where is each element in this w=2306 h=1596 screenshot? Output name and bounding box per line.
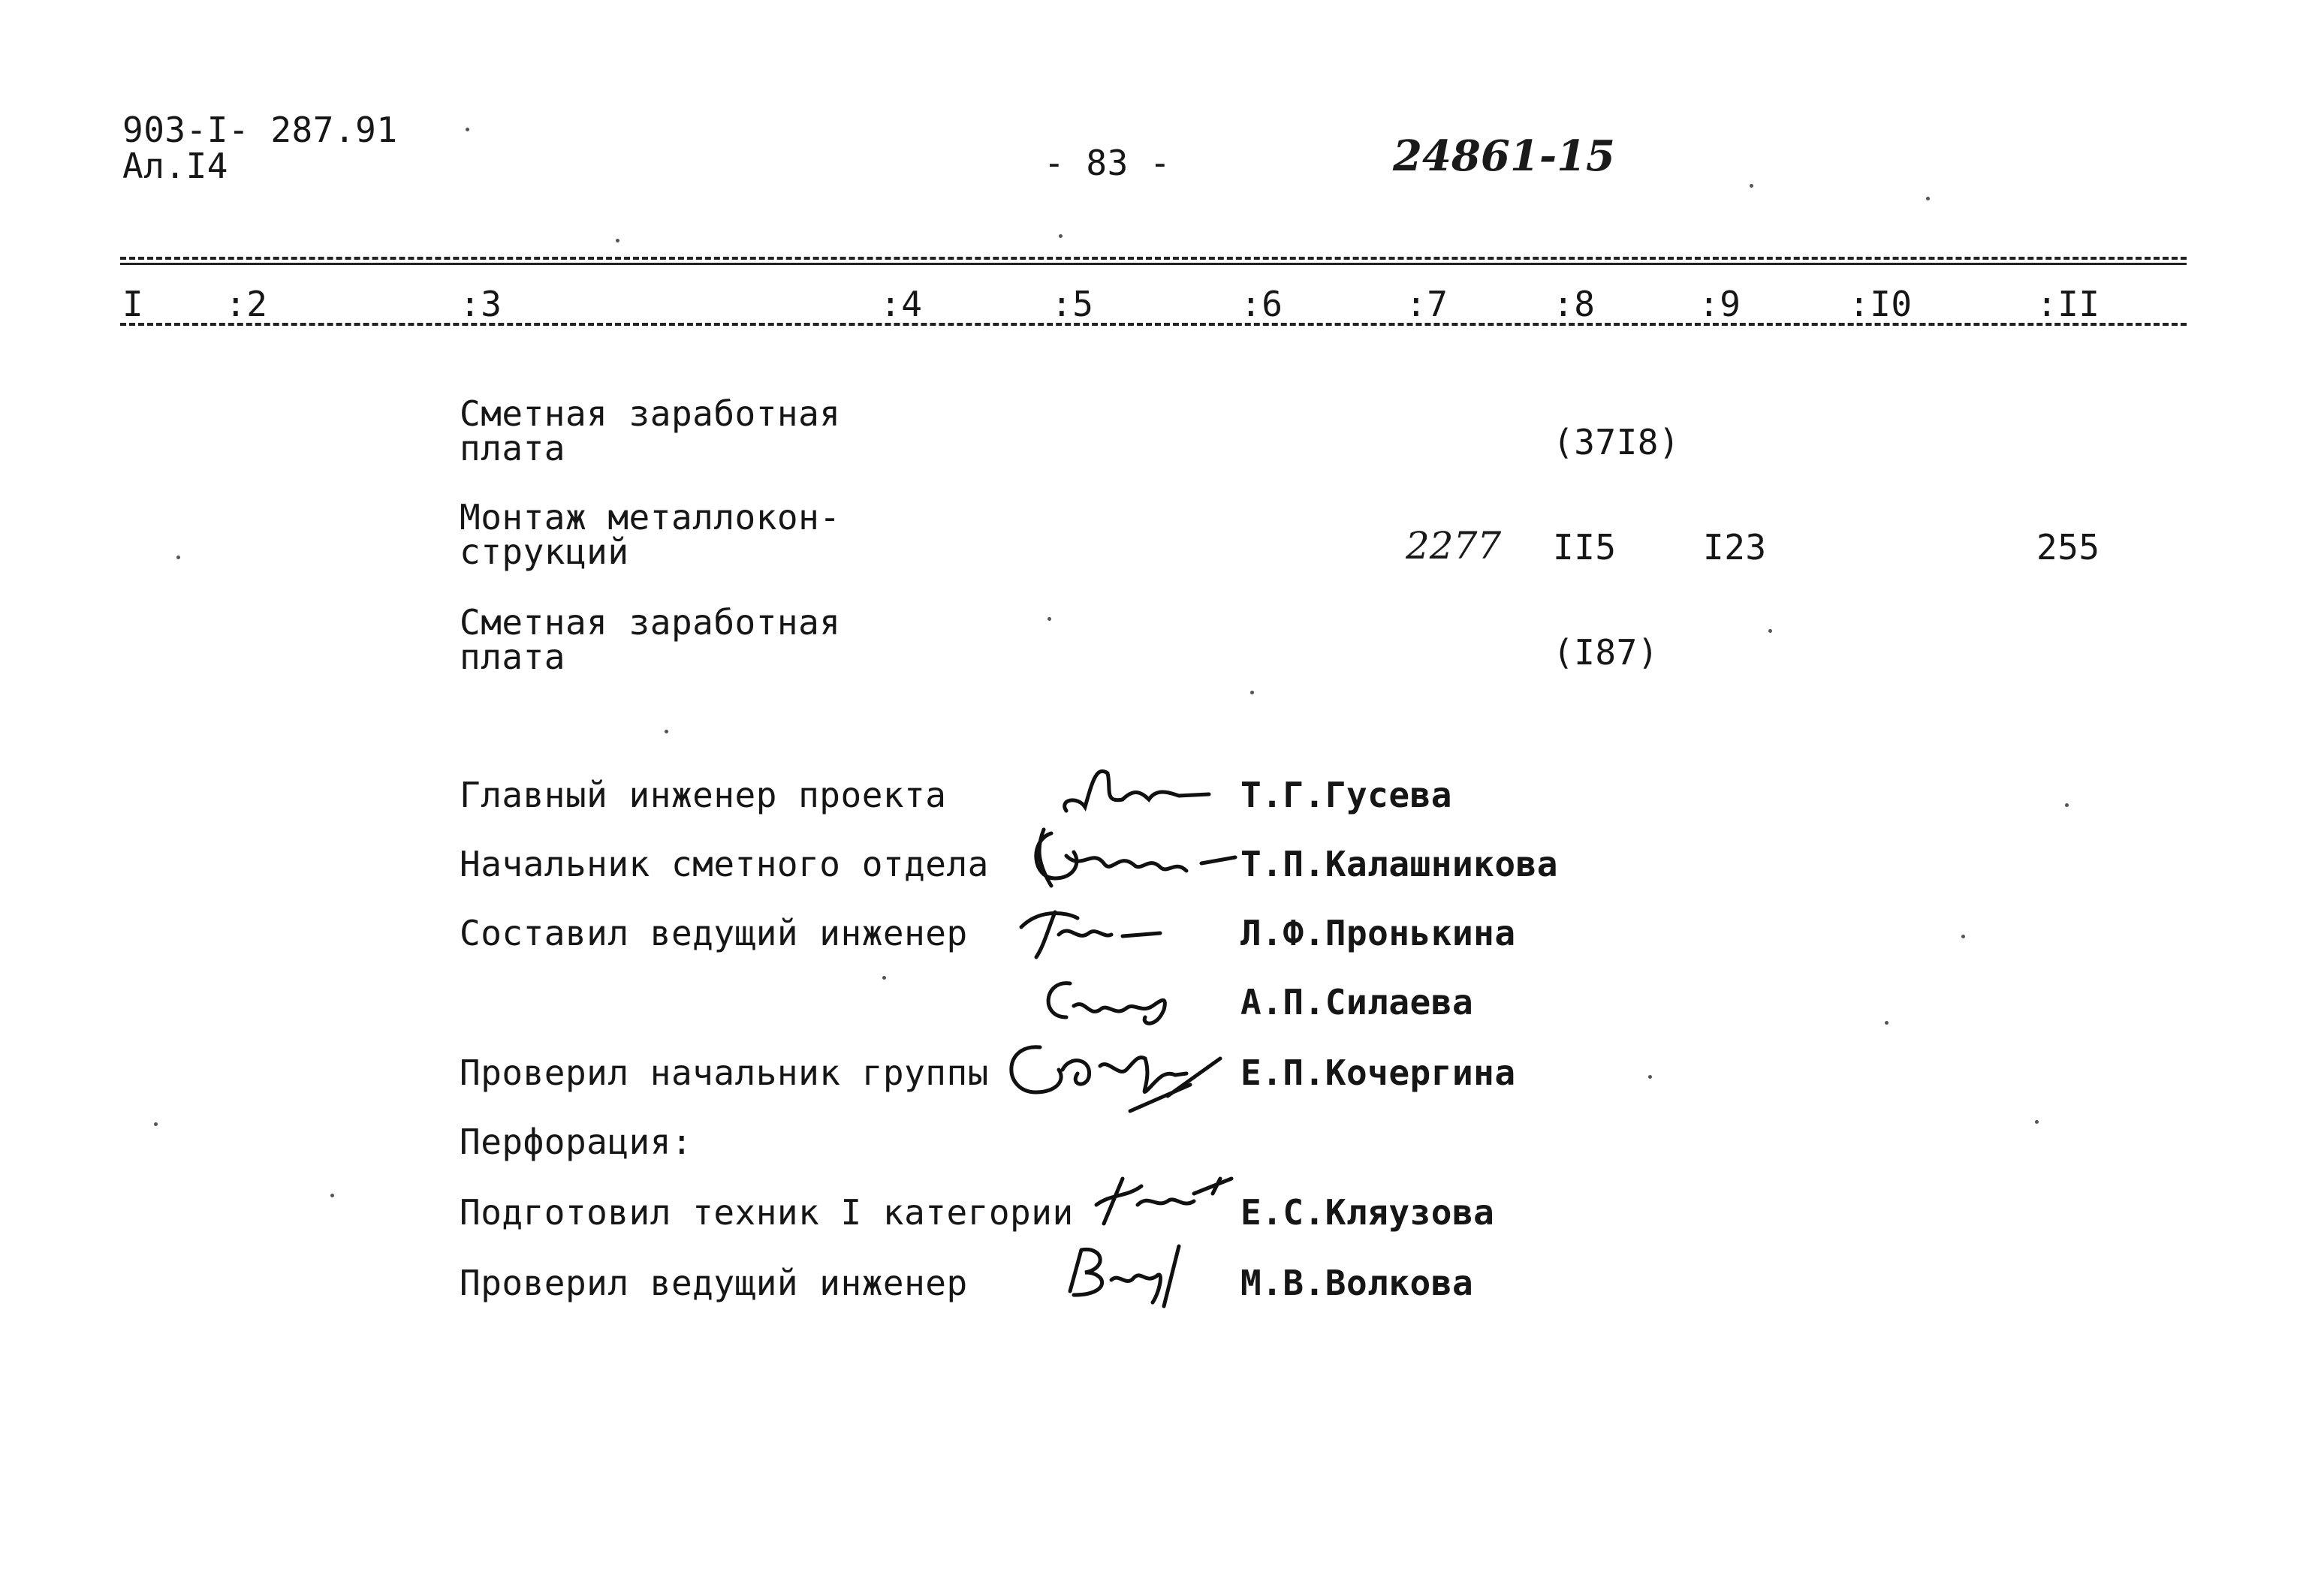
- scan-speck: [1885, 1021, 1889, 1025]
- row-name-line-2: струкций: [460, 531, 629, 572]
- scan-speck: [466, 128, 469, 131]
- signatory-name: Л.Ф.Пронькина: [1240, 913, 1516, 953]
- table-top-rule-2: [120, 263, 2187, 265]
- column-header-6: :6: [1240, 284, 1283, 324]
- signatory-name: Е.С.Кляузова: [1240, 1192, 1495, 1233]
- sheet-number: Ал.I4: [122, 146, 228, 186]
- column-header-10: :I0: [1849, 284, 1913, 324]
- column-header-7: :7: [1406, 284, 1448, 324]
- scan-speck: [2065, 803, 2069, 807]
- column-header-9: :9: [1699, 284, 1741, 324]
- scan-speck: [616, 239, 619, 242]
- signature-kochergina: [995, 1028, 1250, 1126]
- scan-speck: [154, 1122, 158, 1126]
- row-name-line-1: Сметная заработная: [460, 602, 841, 643]
- perforation-label: Перфорация:: [460, 1122, 693, 1162]
- scan-speck: [1961, 935, 1965, 938]
- signature-volkova: [1051, 1231, 1209, 1314]
- column-header-5: :5: [1051, 284, 1094, 324]
- signatory-name: Т.П.Калашникова: [1240, 844, 1558, 884]
- scan-speck: [2035, 1120, 2039, 1124]
- row-col7-value: 2277: [1406, 524, 1502, 568]
- document-code: 903-I- 287.91: [122, 110, 398, 150]
- scan-speck: [1648, 1075, 1652, 1079]
- signatory-name: М.В.Волкова: [1240, 1263, 1474, 1303]
- row-col8-value: (37I8): [1553, 422, 1681, 462]
- signature-silaeva: [1029, 965, 1194, 1036]
- scan-speck: [882, 976, 886, 980]
- scan-speck: [1768, 629, 1772, 633]
- signatory-name: А.П.Силаева: [1240, 982, 1474, 1022]
- row-col9-value: I23: [1703, 527, 1767, 568]
- signatory-name: Е.П.Кочергина: [1240, 1052, 1516, 1093]
- signatory-role: Проверил ведущий инженер: [460, 1263, 968, 1303]
- scan-speck: [1047, 617, 1051, 621]
- scan-speck: [665, 730, 668, 733]
- column-header-8: :8: [1553, 284, 1596, 324]
- archive-number: 24861-15: [1393, 131, 1615, 181]
- scan-speck: [176, 556, 180, 559]
- signatory-role: Главный инженер проекта: [460, 775, 947, 815]
- row-name-line-1: Сметная заработная: [460, 393, 841, 434]
- scan-speck: [330, 1194, 334, 1197]
- signatory-role: Проверил начальник группы: [460, 1052, 989, 1093]
- page-number: - 83 -: [1044, 143, 1171, 183]
- signatory-role: Начальник сметного отдела: [460, 844, 989, 884]
- signatory-role: Подготовил техник I категории: [460, 1192, 1074, 1233]
- row-name-line-2: плата: [460, 637, 565, 677]
- row-name-line-2: плата: [460, 428, 565, 468]
- signature-gusev: [1051, 758, 1224, 826]
- scan-speck: [1750, 184, 1753, 188]
- signatory-role: Составил ведущий инженер: [460, 913, 968, 953]
- column-header-2: :2: [225, 284, 268, 324]
- column-header-1: I: [122, 284, 144, 324]
- signatory-name: Т.Г.Гусева: [1240, 775, 1452, 815]
- row-name-line-1: Монтаж металлокон-: [460, 497, 841, 538]
- row-col11-value: 255: [2036, 527, 2100, 568]
- scan-speck: [1059, 234, 1063, 238]
- signature-kalashnikova: [1021, 818, 1246, 901]
- column-header-3: :3: [460, 284, 502, 324]
- row-col8-value: (I87): [1553, 632, 1659, 673]
- table-top-rule: [120, 257, 2187, 260]
- column-header-11: :II: [2036, 284, 2100, 324]
- signature-pronkina: [1010, 897, 1183, 965]
- scan-speck: [1250, 691, 1254, 694]
- scan-speck: [1926, 197, 1930, 200]
- row-col8-value: II5: [1553, 527, 1617, 568]
- signature-klyauzova: [1081, 1164, 1239, 1231]
- column-header-4: :4: [880, 284, 923, 324]
